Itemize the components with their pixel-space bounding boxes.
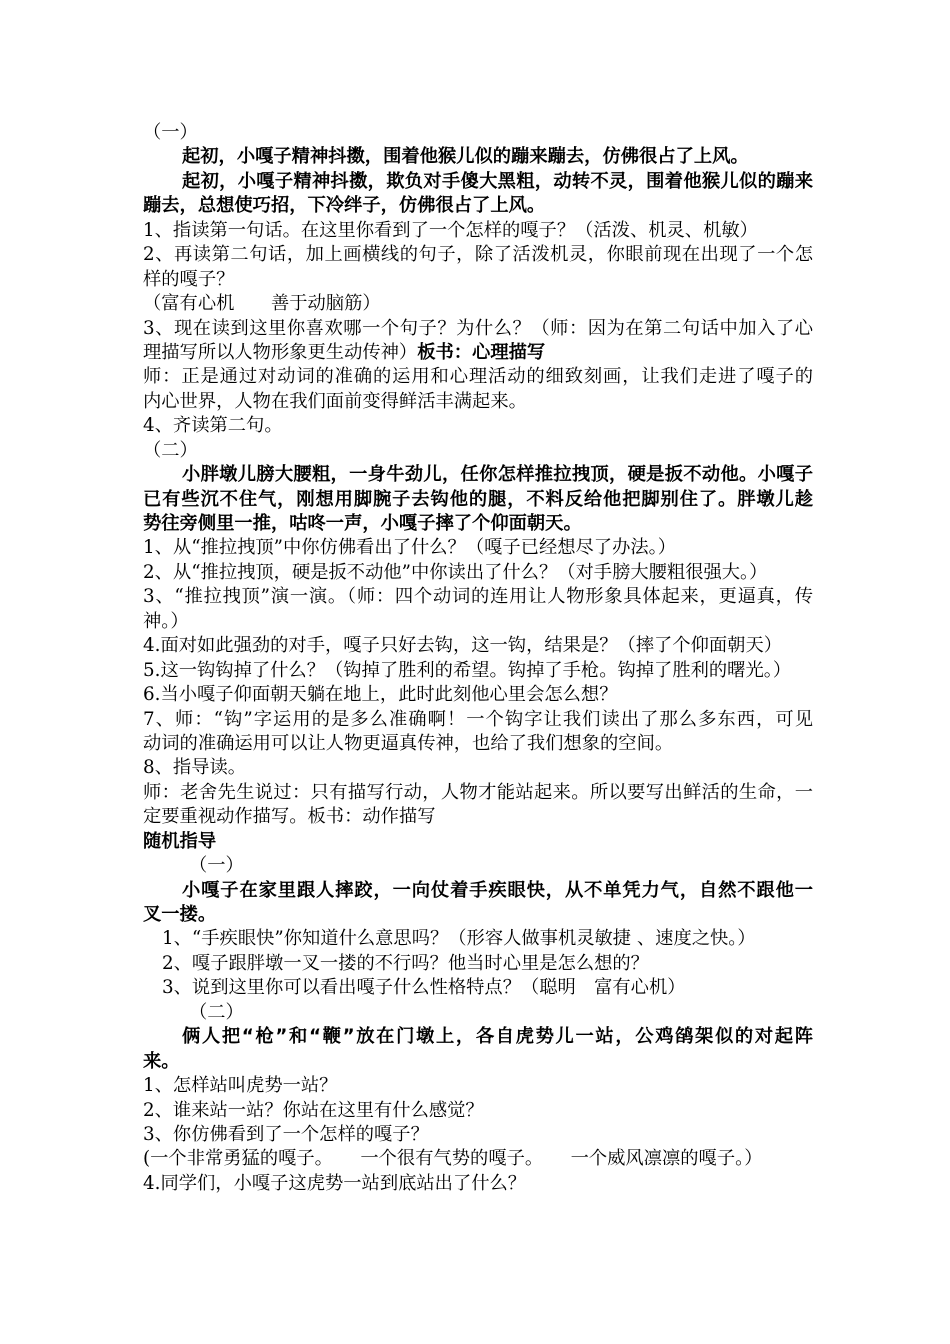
question: 4.面对如此强劲的对手，嘎子只好去钩，这一钩，结果是？（摔了个仰面朝天） <box>143 635 783 657</box>
quote-text: 起初，小嘎子精神抖擞，围着他猴儿似的蹦来蹦去，仿佛很占了上风。 <box>182 146 749 168</box>
question: 神。） <box>143 610 189 632</box>
quote-text: 势往旁侧里一推，咕咚一声，小嘎子摔了个仰面朝天。 <box>143 513 582 534</box>
quote-text: 来。 <box>143 1050 180 1072</box>
question: 2、再读第二句话，加上画横线的句子，除了活泼机灵，你眼前现在出现了一个怎 <box>143 244 813 266</box>
question: 7、师：“钩”字运用的是多么准确啊！一个钩字让我们读出了那么多东西，可见 <box>143 708 813 730</box>
question: 1、从“推拉拽顶”中你仿佛看出了什么？（嘎子已经想尽了办法。） <box>143 537 677 559</box>
guide-title: 随机指导 <box>143 830 217 852</box>
question: 1、指读第一句话。在这里你看到了一个怎样的嘎子？（活泼、机灵、机敏） <box>143 219 758 241</box>
question <box>143 341 813 365</box>
teacher-note: 定要重视动作描写。板书：动作描写 <box>143 806 436 828</box>
board-note: 板书：心理描写 <box>417 341 546 363</box>
section-heading: （一） <box>143 122 198 143</box>
question: 1、怎样站叫虎势一站？ <box>143 1075 338 1097</box>
section-heading: （二） <box>189 1001 244 1023</box>
section-heading: （一） <box>189 855 244 877</box>
question: 4.同学们，小嘎子这虎势一站到底站出了什么？ <box>143 1172 527 1194</box>
question: 2、从“推拉拽顶，硬是扳不动他”中你读出了什么？（对手膀大腰粗很强大。） <box>143 561 768 583</box>
quote-text: 蹦去，总想使巧招，下冷绊子，仿佛很占了上风。 <box>143 195 546 217</box>
teacher-note: 师：正是通过对动词的准确的运用和心理活动的细致刻画，让我们走进了嘎子的 <box>143 366 813 388</box>
question: 2、嘎子跟胖墩一叉一搂的不行吗？他当时心里是怎么想的？ <box>162 952 649 974</box>
question: 5.这一钩钩掉了什么？（钩掉了胜利的希望。钩掉了手枪。钩掉了胜利的曙光。） <box>143 659 792 681</box>
question: 3、说到这里你可以看出嘎子什么性格特点？（聪明 富有心机） <box>162 977 686 999</box>
quote-text: 已有些沉不住气，刚想用脚腕子去钩他的腿，不料反给他把脚别住了。胖墩儿趁 <box>143 488 813 510</box>
answer: （富有心机 善于动脑筋） <box>143 293 381 315</box>
answer: (一个非常勇猛的嘎子。 一个很有气势的嘎子。 一个威风凛凛的嘎子。） <box>143 1148 763 1170</box>
teacher-note: 内心世界，人物在我们面前变得鲜活丰满起来。 <box>143 390 527 412</box>
teacher-note: 师：老舍先生说过：只有描写行动，人物才能站起来。所以要写出鲜活的生命，一 <box>143 781 813 803</box>
question: 8、指导读。 <box>143 757 247 779</box>
quote-text: 起初，小嘎子精神抖擞，欺负对手傻大黑粗，动转不灵，围着他猴儿似的蹦来 <box>182 170 813 192</box>
quote-text: 俩人把“枪”和“鞭”放在门墩上，各自虎势儿一站，公鸡鹐架似的对起阵 <box>182 1026 813 1048</box>
question: 1、“手疾眼快”你知道什么意思吗？（形容人做事机灵敏捷 、速度之快。） <box>162 928 756 950</box>
question: 6.当小嘎子仰面朝天躺在地上，此时此刻他心里会怎么想？ <box>143 684 618 706</box>
document-page <box>143 121 813 1196</box>
question: 样的嘎子？ <box>143 268 235 290</box>
section-heading: （二） <box>143 439 198 461</box>
question: 动词的准确运用可以让人物更逼真传神，也给了我们想象的空间。 <box>143 732 674 754</box>
question: 3、现在读到这里你喜欢哪一个句子？为什么？（师：因为在第二句话中加入了心 <box>143 317 813 339</box>
question-text: 理描写所以人物形象更生动传神） <box>143 341 418 363</box>
question: 2、谁来站一站？你站在这里有什么感觉？ <box>143 1099 484 1121</box>
quote-text: 小胖墩儿膀大腰粗，一身牛劲儿，任你怎样推拉拽顶，硬是扳不动他。小嘎子 <box>182 464 813 486</box>
quote-text: 小嘎子在家里跟人摔跤，一向仗着手疾眼快，从不单凭力气，自然不跟他一 <box>182 879 813 901</box>
question: 3、“推拉拽顶”演一演。（师：四个动词的连用让人物形象具体起来，更逼真，传 <box>143 586 813 608</box>
question: 3、你仿佛看到了一个怎样的嘎子？ <box>143 1123 429 1145</box>
question: 4、齐读第二句。 <box>143 415 283 437</box>
quote-text: 叉一搂。 <box>143 904 217 925</box>
